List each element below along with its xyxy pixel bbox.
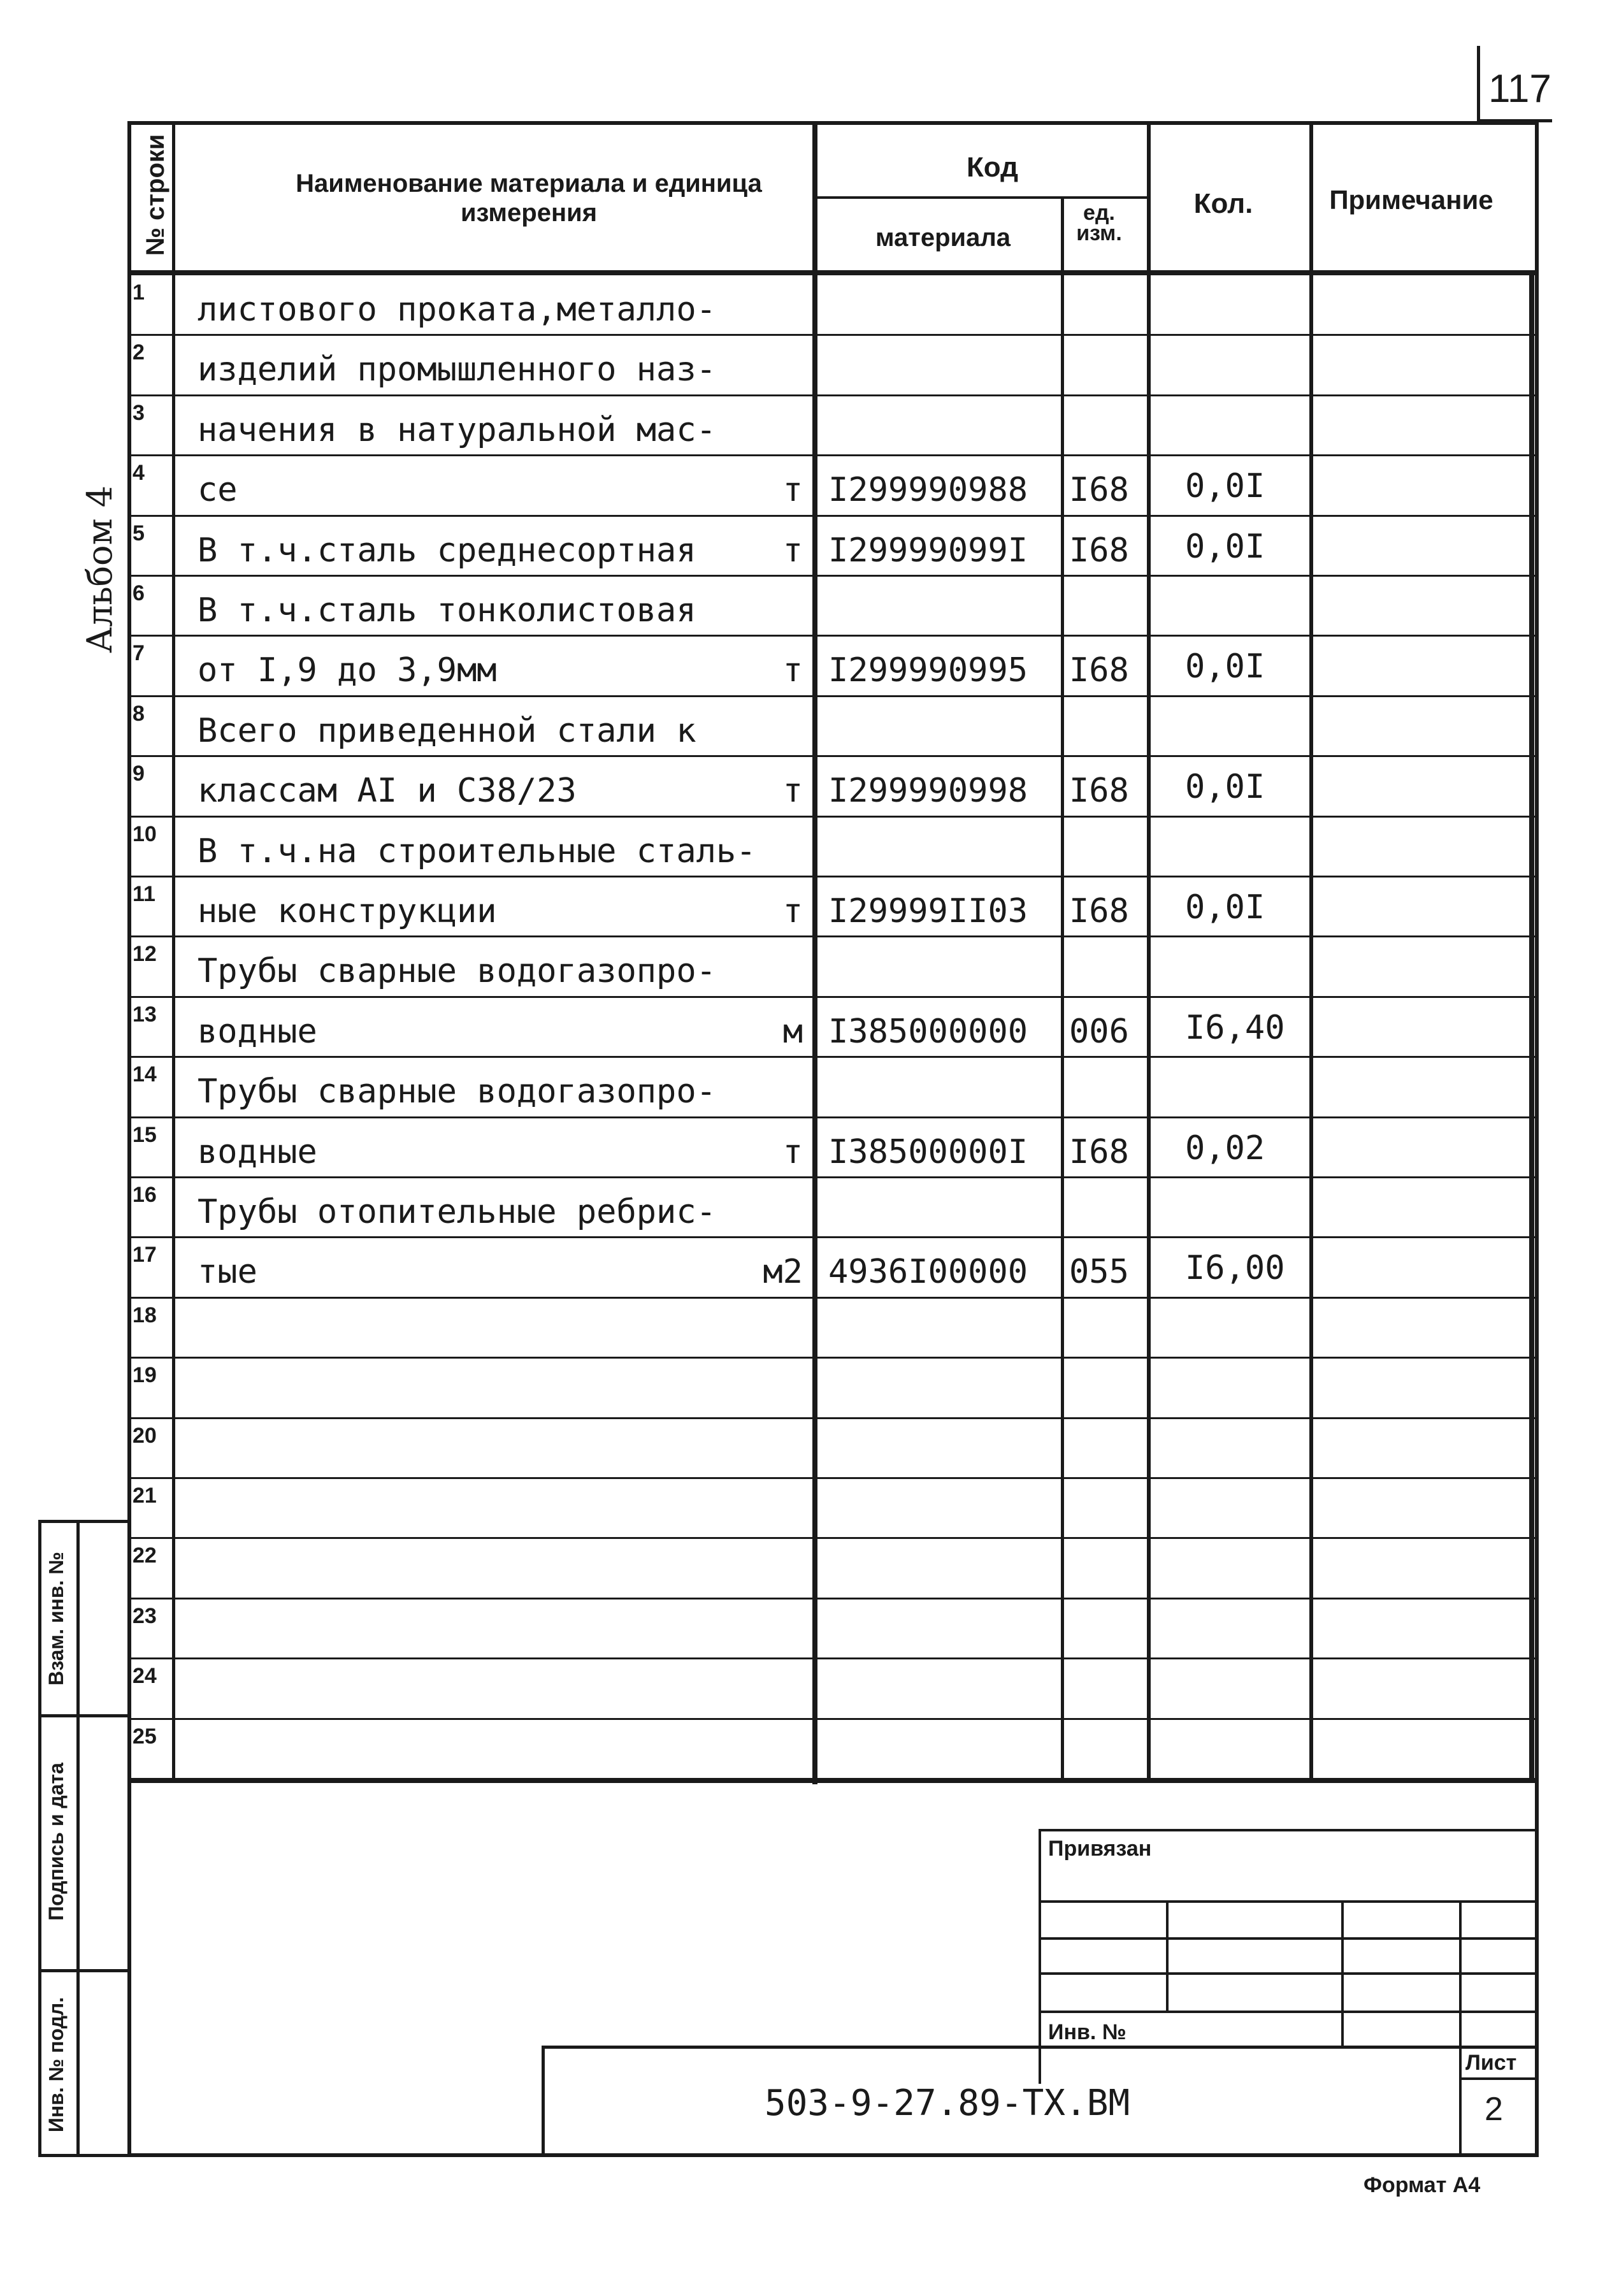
row-number: 17 — [133, 1243, 157, 1267]
stamp-vzam-inv: Взам. инв. № — [45, 1552, 68, 1686]
row-name: водные — [198, 1132, 317, 1171]
sheet-number: 2 — [1485, 2091, 1503, 2128]
table-row — [127, 394, 1539, 454]
row-unit-code: I68 — [1069, 772, 1129, 811]
row-material-code: I29999II03 — [828, 892, 1028, 930]
row-material-code: I38500000I — [828, 1132, 1028, 1171]
row-number: 21 — [133, 1484, 157, 1508]
row-unit: м2 — [763, 1253, 803, 1292]
stamp-inv-podl: Инв. № подл. — [45, 1996, 68, 2133]
row-quantity: 0,0I — [1185, 768, 1265, 807]
row-name: классам АI и С38/23 — [198, 772, 577, 811]
table-row — [127, 454, 1539, 514]
table-row — [127, 1477, 1539, 1537]
row-number: 20 — [133, 1423, 157, 1448]
header-qty: Кол. — [1193, 188, 1253, 219]
row-name: Трубы отопительные ребрис- — [198, 1193, 716, 1231]
row-name: В т.ч.на строительные сталь- — [198, 832, 756, 870]
table-row — [127, 515, 1539, 575]
sheet-number-corner: 117 — [1488, 67, 1551, 111]
sheet-label: Лист — [1465, 2051, 1517, 2075]
row-number: 16 — [133, 1183, 157, 1207]
row-unit-code: I68 — [1069, 651, 1129, 690]
format-label: Формат А4 — [1364, 2173, 1481, 2197]
row-name: начения в натуральной мас- — [198, 410, 716, 449]
header-name: Наименование материала и единица измерения — [296, 170, 762, 227]
table-row — [127, 274, 1539, 334]
row-name: водные — [198, 1012, 317, 1051]
row-number: 4 — [133, 461, 145, 486]
row-number: 22 — [133, 1543, 157, 1568]
row-material-code: 4936I00000 — [828, 1253, 1028, 1292]
row-unit-code: I68 — [1069, 892, 1129, 930]
album-label: Альбом 4 — [80, 485, 120, 653]
row-number: 1 — [133, 280, 145, 305]
row-name: от I,9 до 3,9мм — [198, 651, 497, 690]
table-row — [127, 1417, 1539, 1477]
row-material-code: I29999099I — [828, 531, 1028, 570]
row-name: Всего приведенной стали к — [198, 711, 696, 750]
row-quantity: 0,0I — [1185, 888, 1265, 927]
materials-table — [127, 121, 1539, 1778]
header-code-material: материала — [875, 224, 1011, 252]
row-number: 18 — [133, 1303, 157, 1327]
header-code-unit: ед. изм. — [1076, 201, 1122, 246]
row-unit-code: 055 — [1069, 1253, 1129, 1292]
table-row — [127, 1598, 1539, 1657]
sheet-number-box — [1477, 46, 1552, 121]
header-note: Примечание — [1329, 185, 1493, 215]
row-unit-code: 006 — [1069, 1012, 1129, 1051]
stamp-podpis-data: Подпись и дата — [45, 1763, 68, 1921]
row-unit-code: I68 — [1069, 471, 1129, 510]
header-row-no: № строки — [141, 134, 169, 256]
table-row — [127, 816, 1539, 876]
row-unit: т — [782, 651, 803, 690]
table-row — [127, 755, 1539, 815]
document-designation: 503-9-27.89-ТХ.ВМ — [765, 2083, 1130, 2124]
row-number: 15 — [133, 1122, 157, 1147]
row-number: 5 — [133, 521, 145, 545]
table-row — [127, 1357, 1539, 1417]
row-number: 2 — [133, 340, 145, 365]
table-row — [127, 1657, 1539, 1717]
row-quantity: 0,0I — [1185, 467, 1265, 506]
header-code: Код — [966, 152, 1019, 183]
table-row — [127, 996, 1539, 1056]
table-row — [127, 1537, 1539, 1597]
table-row — [127, 935, 1539, 995]
side-stamp-strip — [38, 1520, 131, 2157]
row-name: Трубы сварные водогазопро- — [198, 952, 716, 991]
row-name: листового проката,металло- — [198, 291, 716, 329]
row-number: 6 — [133, 581, 145, 605]
row-number: 3 — [133, 400, 145, 425]
row-unit: т — [782, 892, 803, 930]
row-number: 10 — [133, 821, 157, 846]
row-name: изделий промышленного наз- — [198, 350, 716, 389]
row-quantity: 0,0I — [1185, 527, 1265, 566]
row-quantity: I6,00 — [1185, 1249, 1285, 1288]
row-unit-code: I68 — [1069, 531, 1129, 570]
row-name: тые — [198, 1253, 257, 1292]
title-block — [127, 1778, 1539, 2160]
row-quantity: 0,02 — [1185, 1129, 1265, 1167]
row-name: В т.ч.сталь тонколистовая — [198, 591, 696, 630]
row-quantity: 0,0I — [1185, 647, 1265, 686]
table-row — [127, 334, 1539, 394]
table-row — [127, 695, 1539, 755]
row-material-code: I385000000 — [828, 1012, 1028, 1051]
row-number: 8 — [133, 701, 145, 726]
row-number: 25 — [133, 1724, 157, 1749]
row-quantity: I6,40 — [1185, 1008, 1285, 1047]
row-name: се — [198, 471, 238, 510]
table-row — [127, 1297, 1539, 1357]
row-number: 14 — [133, 1062, 157, 1087]
row-number: 19 — [133, 1363, 157, 1388]
row-material-code: I299990995 — [828, 651, 1028, 690]
row-material-code: I299990998 — [828, 772, 1028, 811]
row-number: 13 — [133, 1002, 157, 1027]
row-unit: т — [782, 772, 803, 811]
table-row — [127, 635, 1539, 695]
row-number: 7 — [133, 641, 145, 666]
table-row — [127, 1236, 1539, 1296]
row-unit: т — [782, 1132, 803, 1171]
row-unit: т — [782, 531, 803, 570]
table-row — [127, 876, 1539, 935]
row-name: ные конструкции — [198, 892, 497, 930]
table-row — [127, 1116, 1539, 1176]
row-number: 12 — [133, 942, 157, 967]
table-row — [127, 1176, 1539, 1236]
table-row — [127, 1056, 1539, 1116]
row-number: 23 — [133, 1603, 157, 1628]
row-name: В т.ч.сталь среднесортная — [198, 531, 696, 570]
row-unit-code: I68 — [1069, 1132, 1129, 1171]
row-number: 9 — [133, 762, 145, 786]
row-name: Трубы сварные водогазопро- — [198, 1072, 716, 1111]
privyazan-label: Привязан — [1048, 1837, 1152, 1861]
table-row — [127, 575, 1539, 635]
row-unit: м — [782, 1012, 803, 1051]
row-unit: т — [782, 471, 803, 510]
inv-no-label: Инв. № — [1048, 2020, 1126, 2044]
row-number: 24 — [133, 1664, 157, 1689]
table-row — [127, 1718, 1539, 1778]
row-number: 11 — [133, 882, 155, 906]
row-material-code: I299990988 — [828, 471, 1028, 510]
